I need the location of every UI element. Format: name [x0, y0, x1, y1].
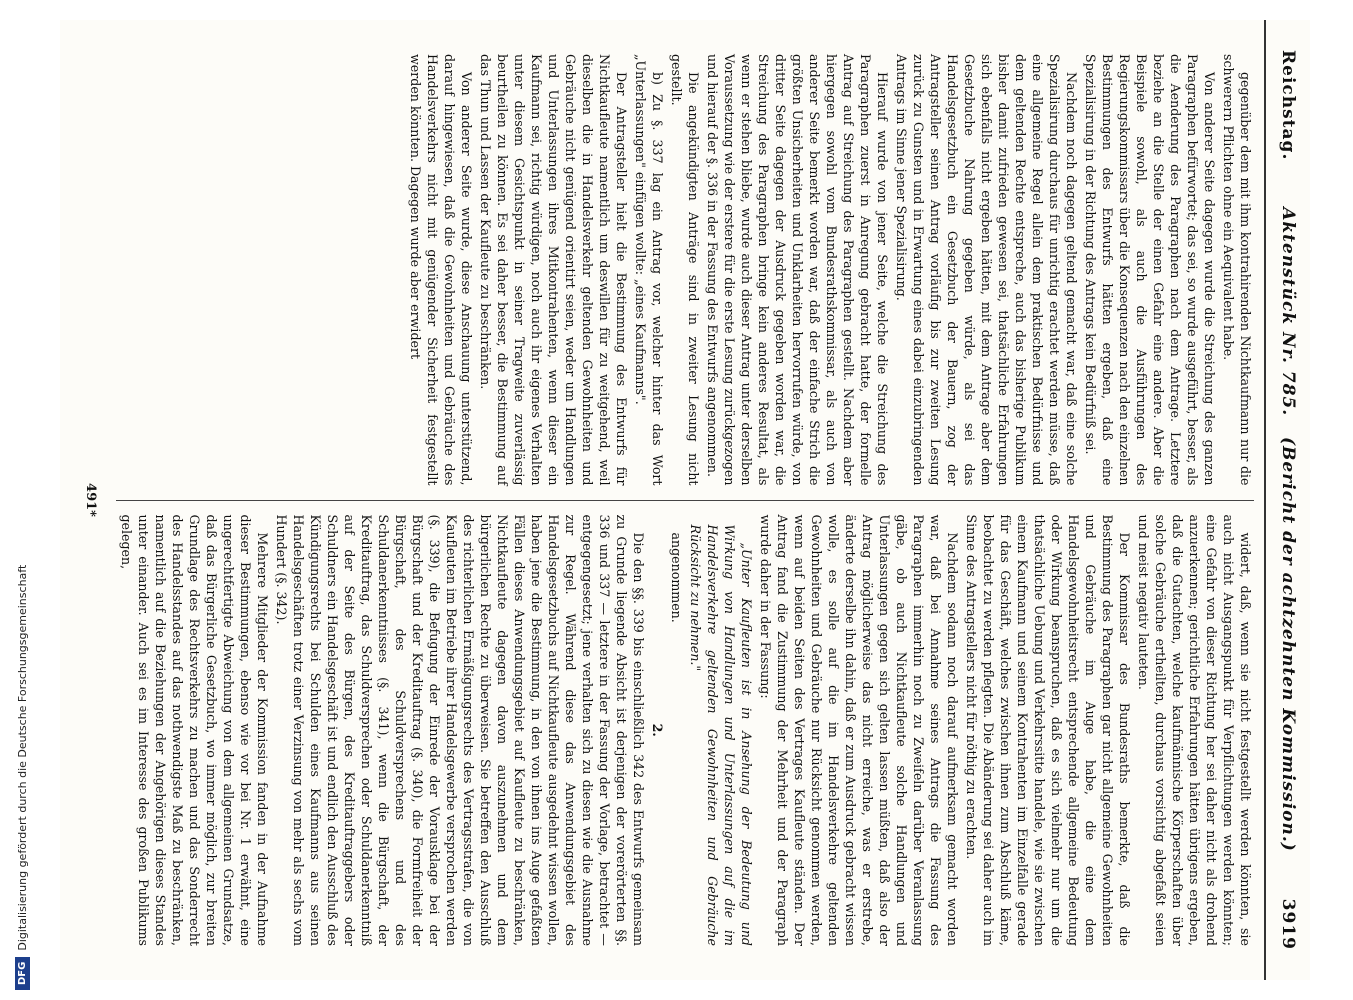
rotated-page-content — [60, 20, 1310, 980]
paragraph: widert, daß, wenn sie nicht festgestellt werden könnten, sie auch nicht Ausgangspunkt für Verpflichtungen werden könnten; eine Gefahr von dieser Richtung her sei daher nicht als drohend anzuerkennen; gerichtliche Erfahrungen hätten übrigens ergeben, daß die Gutachten, welche kaufmännische Körperschaften über solche Gebräuche ertheilten, durchaus vorsichtig abgefaßt seien und meist negativ lauteten. — [1136, 514, 1253, 946]
sheet-signature: 491* — [83, 483, 98, 517]
paragraph: Von anderer Seite wurde, diese Anschauung unterstützend, darauf hingewiesen, daß die Gewohnheiten und Gebräuche des Handelsverkehrs nicht mit genügender Sicherheit festgestellt werden könnten. Dagegen wurde aber erwidert — [408, 54, 474, 486]
credit-text: Digitalisierung gefördert durch die Deutsche Forschungsgemeinschaft — [16, 564, 29, 951]
paragraph: Der Kommissar des Bundesraths bemerkte, daß die Bestimmung des Paragraphen gar nicht allgemeine Gewohnheiten und Gebräuche im Auge habe, die eine dem Handelsgewohnheitsrecht entsprechende allgemeine Bedeutung oder Wirkung beanspruchen, daß es sich vielmehr nur um die thatsächliche Uebung und Verkehrssitte handele, wie sie zwischen einem Kaufmann und seinem Kontrahenten im Einzelfalle gerade für das Geschäft, welches zwischen ihnen zum Abschluß käme, beobachtet zu werden pflegten. Die Abänderung sei daher auch im Sinne des Antragstellers nicht für nöthig zu erachten. — [964, 514, 1132, 946]
paragraph: Nachdem noch dagegen geltend gemacht war, daß eine solche Spezialisirung durchaus für unrichtig erachtet werden müsse, daß eine allgemeine Regel allein dem praktischen Bedürfnisse und dem geltenden Rechte entspreche, auch das bisherige Publikum bisher damit zufrieden gewesen sei, thatsächliche Erfahrungen sich ebenfalls nicht ergeben hätten, mit dem Antrage aber dem Gesetzbuche Nahrung gegeben würde, als sei das Handelsgesetzbuch ein Gesetzbuch der Bauern, zog der Antragsteller seinen Antrag vorläufig bis zur zweiten Lesung zurück zu Gunsten und in Erwartung eines dabei einzubringenden Antrags im Sinne jener Spezialisirung. — [894, 54, 1079, 486]
paragraph: Die angekündigten Anträge sind in zweiter Lesung nicht gestellt. — [669, 54, 701, 486]
paragraph: Von anderer Seite dagegen wurde die Streichung des ganzen Paragraphen befürwortet; das sei, so wurde ausgeführt, besser, als die Aenderung des Paragraphen nach dem Antrage. Letztere beziehe an die Stelle der einen Gefahr eine andere. Aber die Beispiele sowohl, als auch die Ausführungen des Regierungskommissars über die Konsequenzen nach den einzelnen Bestimmungen des Entwurfs hätten ergeben, daß eine Spezialisirung in der Richtung des Antrags kein Bedürfniß sei. — [1083, 54, 1217, 486]
header-left: Reichstag. — [1278, 50, 1298, 161]
paragraph: Mehrere Mitglieder der Kommission fanden in der Aufnahme dieser Bestimmungen, ebenso wie vor bei Nr. 1 erwähnt, eine ungerechtfertigte Abweichung von dem allgemeinen Grundsatze, daß das Bürgerliche Gesetzbuch, wo immer möglich, zur breiten Grundlage des Rechtsverkehrs zu machen und das Sonderrecht des Handelsstandes auf das nothwendigste Maß zu beschränken, namentlich auf die Beziehungen der Angehörigen dieses Standes unter einander. Auch sei es im Interesse des großen Publikums gelegen, — [119, 514, 270, 946]
dfg-logo-icon: DFG — [15, 957, 30, 990]
page-number: 3919 — [1278, 898, 1298, 950]
credit-line — [15, 565, 30, 990]
paragraph: Nachdem sodann noch darauf aufmerksam gemacht worden war, daß bei Annahme seines Antrags die Fassung des Paragraphen immerhin noch zu Zweifeln darüber Veranlassung gäbe, ob auch Nichtkaufleute solche Handlungen und Unterlassungen gegen sich gelten lassen müßten, daß also der Antrag möglicherweise das nicht erreiche, was er erstrebe, änderte derselbe ihn dahin, daß er zum Ausdruck gebracht wissen wolle, es solle auf die im Handelsverkehre geltenden Gewohnheiten und Gebräuche nur Rücksicht genommen werden, wenn auf beiden Seiten des Vertrages Kaufleute ständen. Der Antrag fand die Zustimmung der Mehrheit und der Paragraph wurde daher in der Fassung: — [758, 514, 960, 946]
section-number: 2. — [650, 723, 665, 737]
header-center — [1278, 160, 1298, 898]
scanned-page — [60, 0, 1310, 1000]
digitization-credit — [0, 0, 30, 1000]
paragraph: gegenüber dem mit ihm kontrahirenden Nichtkaufmann nur die schwerern Pflichten ohne ein Aequivalent habe. — [1221, 54, 1253, 486]
commission-label: (Bericht der achtzehnten Kommission.) — [1278, 436, 1298, 852]
document-number: Aktenstück Nr. 785. — [1278, 207, 1298, 417]
left-column — [116, 40, 1254, 500]
paragraph: Hierauf wurde von jener Seite, welche die Streichung des Paragraphen zuerst in Anregung gebracht hatte, der formelle Antrag auf Streichung des Paragraphen gestellt. Nachdem aber hiergegen sowohl vom Bundesrathskommissar, als auch von anderer Seite bemerkt worden war, daß der einfache Strich die größten Unsicherheiten und Unklarheiten hervorrufen würde, von dritter Seite dagegen der Ausdruck gegeben worden war, die Streichung des Paragraphen bringe kein anderes Resultat, als wenn er stehen bliebe, wurde auch dieser Antrag unter derselben Voraussetzung wie der erstere für die erste Lesung zurückgezogen und hierauf der §. 336 in der Fassung des Entwurfs angenommen. — [705, 54, 890, 486]
paragraph: Die den §§. 339 bis einschließlich 342 des Entwurfs gemeinsam zu Grunde liegende Absicht ist derjenigen der vorerörterten §§. 336 und 337 — letztere in der Fassung der Vorlage, betrachtet — entgegengesetzt; jene verhalten sich zu diesen wie die Ausnahme zur Regel. Während diese das Anwendungsgebiet des Handelsgesetzbuchs auf Nichtkaufleute ausgedehnt wissen wollen, haben jene die Bestimmung, in den von ihnen ins Auge gefaßten Fällen dieses Anwendungsgebiet auf Kaufleute zu beschränken, Nichtkaufleute dagegen davon auszunehmen und dem bürgerlichen Rechte zu überweisen. Sie betreffen den Ausschluß des richterlichen Ermäßigungsrechts des Vertragsstrafen, die von Kaufleuten im Betriebe ihrer Handelsgewerbe versprochen werden (§. 339), die Befugung der Einrede der Vorausklage bei der Bürgschaft und der Kreditauftrag (§. 340), die Formfreiheit der Bürgschaft, des Schuldversprechens und des Schuldanerkenntnisses (§. 341), wenn die Bürgschaft, der Kreditauftrag, das Schuldversprechen oder Schuldanerkenntniß auf der Seite des Bürgen, des Kreditauftraggebers oder Schuldners ein Handelsgeschäft ist und endlich den Ausschluß des Kündigungsrechts bei Schulden eines Kaufmanns aus seinen Handelsgeschäften trotz einer Verzinsung von mehr als sechs vom Hundert (§. 342). — [274, 514, 646, 946]
text-columns — [116, 40, 1254, 960]
paragraph: angenommen. — [669, 532, 684, 623]
right-column — [116, 500, 1254, 961]
paragraph: Der Antragsteller hielt die Bestimmung des Entwurfs für Nichtkaufleute namentlich um deswillen für zu weitgehend, weil dieselben die in Handelsverkehr geltenden Gewohnheiten und Gebräuche nicht genügend orientirt seien, weder um Handlungen und Unterlassungen ihres Mitkontrahenten, wenn dieser ein Kaufmann sei, richtig würdigen, noch auch ihr eigenes Verhalten unter diesem Gesichtspunkt in seiner Tragweite zuverlässig beurtheilen zu können. Es sei daher besser, die Bestimmung auf das Thun und Lassen der Kaufleute zu beschränken. — [478, 54, 629, 486]
paragraph: b) Zu §. 337 lag ein Antrag vor, welcher hinter das Wort „Unterlassungen" einfügen wollte: „eines Kaufmanns". — [633, 54, 665, 486]
quoted-provision: „Unter Kaufleuten ist in Ansehung der Bedeutung und Wirkung von Handlungen und Unterlassungen auf die im Handelsverkehre geltenden Gewohnheiten und Gebräuche Rücksicht zu nehmen." — [688, 524, 754, 946]
page-header — [1264, 20, 1310, 980]
